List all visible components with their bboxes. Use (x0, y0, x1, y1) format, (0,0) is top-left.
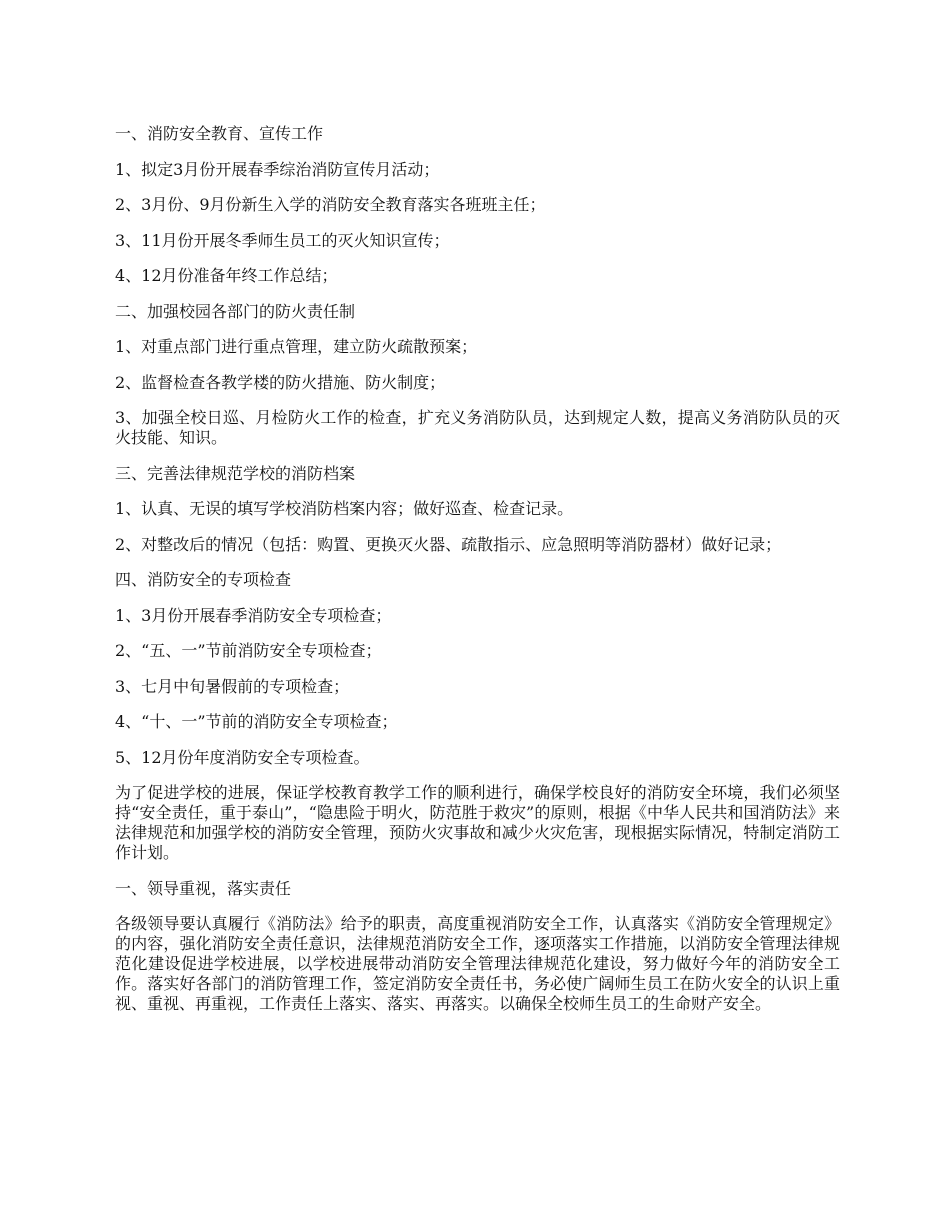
section-heading-education: 一、消防安全教育、宣传工作 (115, 124, 324, 143)
list-item: 1、3月份开展春季消防安全专项检查； (115, 605, 392, 625)
list-item: 3、七月中旬暑假前的专项检查； (115, 676, 350, 696)
list-item: 4、“十、一”节前的消防安全专项检查； (115, 712, 398, 731)
list-item: 2、“五、一”节前消防安全专项检查； (115, 641, 382, 660)
list-item: 2、3月份、9月份新生入学的消防安全教育落实各班班主任； (115, 195, 546, 214)
section-heading-inspection: 四、消防安全的专项检查 (115, 570, 292, 589)
list-item: 1、拟定3月份开展春季综治消防宣传月活动； (115, 159, 440, 179)
intro-paragraph: 为了促进学校的进展，保证学校教育教学工作的顺利进行，确保学校良好的消防安全环境，我们必须坚持“安全责任，重于泰山”，“隐患险于明火，防范胜于救灾”的原则，根据《中华人民共和国消防法》来法律规范和加强学校的消防安全管理，预防火灾事故和减少火灾危害，现根据实际情况，特制定消防工作计划。 (115, 783, 840, 862)
list-item: 1、对重点部门进行重点管理，建立防火疏散预案； (115, 337, 478, 356)
section-heading-archives: 三、完善法律规范学校的消防档案 (115, 463, 356, 483)
section-heading-leadership: 一、领导重视，落实责任 (115, 878, 292, 898)
list-item: 3、11月份开展冬季师生员工的灭火知识宣传； (115, 230, 450, 250)
list-item: 2、对整改后的情况（包括：购置、更换灭火器、疏散指示、应急照明等消防器材）做好记录； (115, 534, 782, 554)
document-body (115, 124, 840, 1030)
list-item: 5、12月份年度消防安全专项检查。 (115, 747, 370, 767)
list-item: 3、加强全校日巡、月检防火工作的检查，扩充义务消防队员，达到规定人数，提高义务消防队员的灭火技能、知识。 (115, 408, 840, 447)
section-heading-responsibility: 二、加强校园各部门的防火责任制 (115, 301, 356, 321)
list-item: 4、12月份准备年终工作总结； (115, 266, 338, 285)
list-item: 1、认真、无误的填写学校消防档案内容；做好巡查、检查记录。 (115, 499, 574, 518)
list-item: 2、监督检查各教学楼的防火措施、防火制度； (115, 372, 446, 392)
body-paragraph: 各级领导要认真履行《消防法》给予的职责，高度重视消防安全工作，认真落实《消防安全管理规定》的内容，强化消防安全责任意识，法律规范消防安全工作，逐项落实工作措施，以消防安全管理法律规范化建设促进学校进展，以学校进展带动消防安全管理法律规范化建设，努力做好今年的消防安全工作。落实好各部门的消防管理工作，签定消防安全责任书，务必使广阔师生员工在防火安全的认识上重视、重视、再重视，工作责任上落实、落实、再落实。以确保全校师生员工的生命财产安全。 (115, 914, 840, 1013)
